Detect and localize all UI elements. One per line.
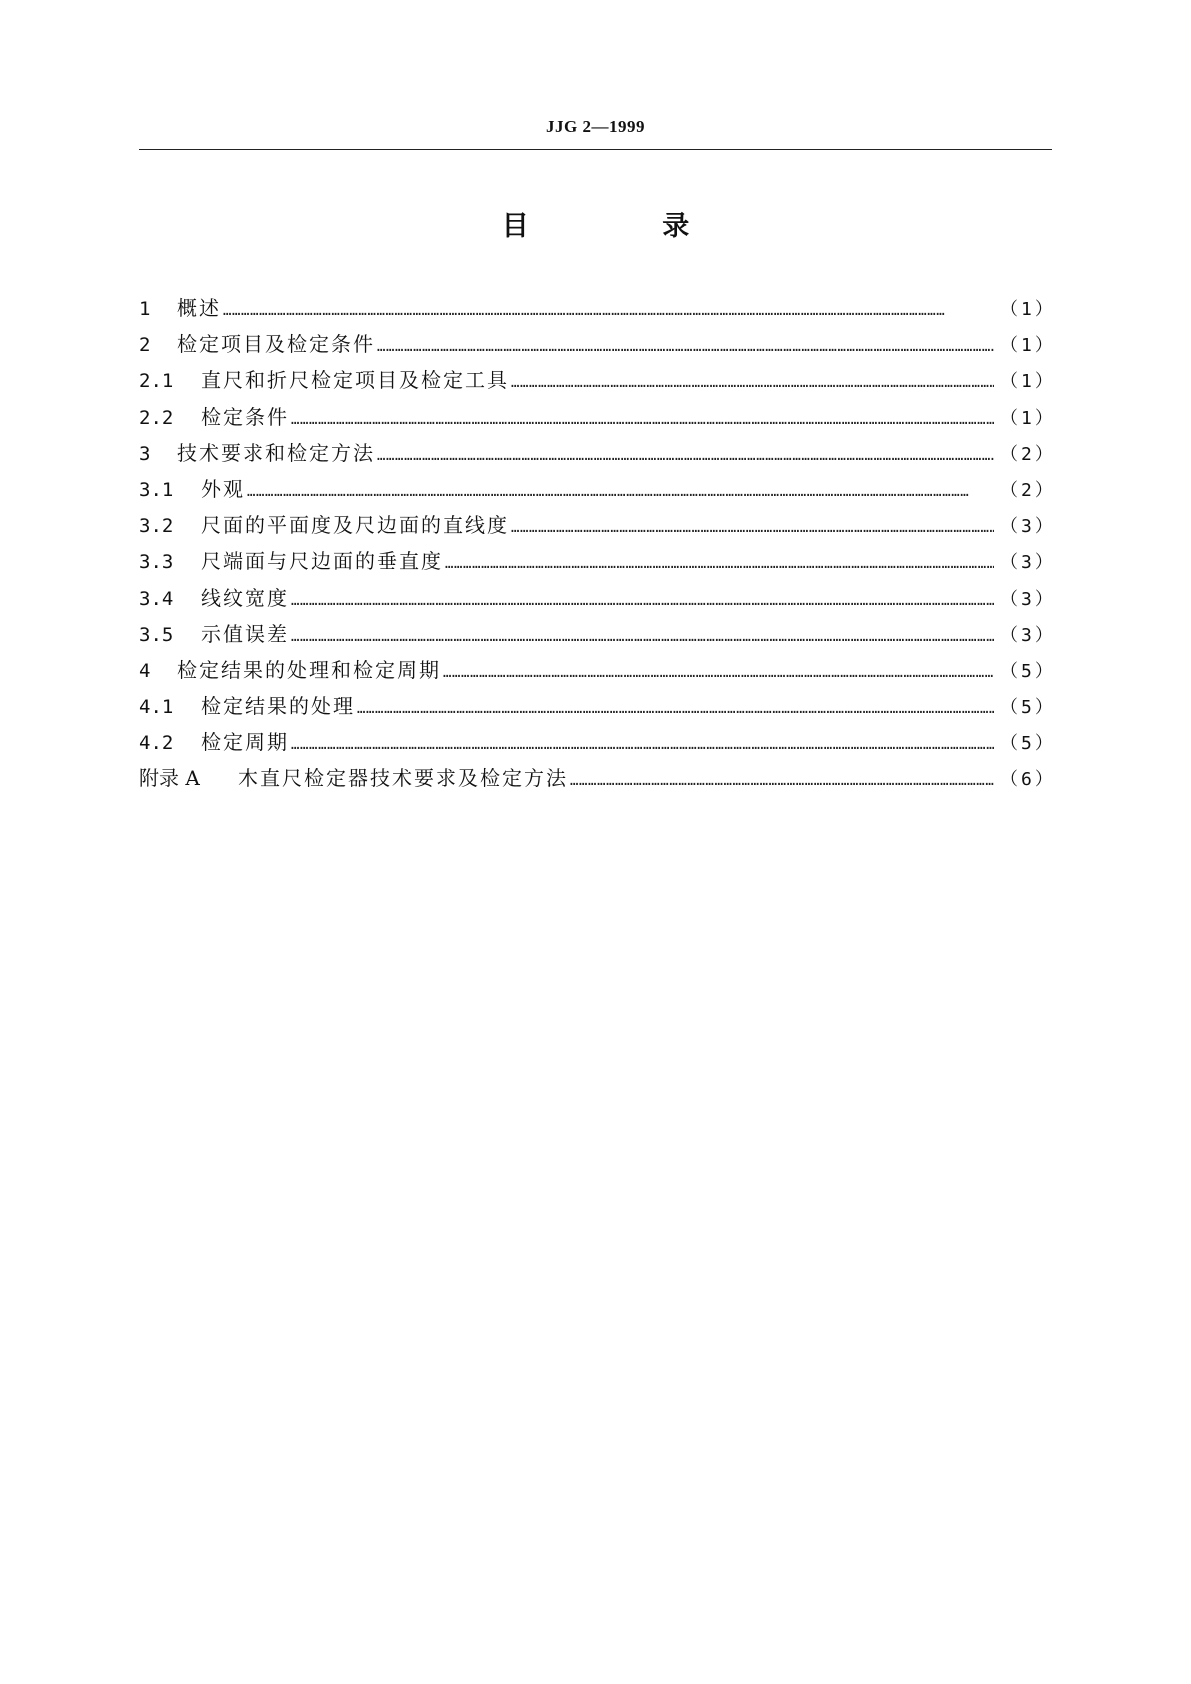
toc-entry-page: （3） [1000, 516, 1056, 538]
dot-leader [291, 583, 994, 619]
toc-entry-appendix[interactable] [139, 760, 1056, 796]
header-rule [139, 149, 1052, 150]
toc-entry-number: 4 [139, 659, 151, 682]
toc-entry[interactable] [139, 543, 1056, 579]
toc-entry-number: 附录 A [139, 766, 200, 791]
toc-entry[interactable] [139, 399, 1056, 435]
toc-entry[interactable] [139, 362, 1056, 398]
dot-leader [511, 510, 994, 546]
toc-entry-label: 检定条件 [201, 404, 289, 429]
toc-entry-label: 示值误差 [201, 621, 289, 646]
toc-entry-label: 检定项目及检定条件 [177, 332, 375, 357]
toc-title: 目 录 [501, 211, 752, 242]
toc-entry-label: 直尺和折尺检定项目及检定工具 [201, 368, 509, 393]
toc-entry-number: 4.2 [139, 732, 174, 755]
toc-entry-label: 线纹宽度 [201, 585, 289, 610]
toc-entry-number: 1 [139, 298, 151, 320]
dot-leader [570, 763, 994, 799]
table-of-contents [139, 290, 1056, 797]
toc-entry-page: （3） [1000, 624, 1056, 646]
dot-leader [511, 365, 994, 401]
toc-entry[interactable] [139, 724, 1056, 760]
toc-entry[interactable] [139, 580, 1056, 616]
dot-leader [357, 691, 994, 727]
toc-entry-number: 3.5 [139, 623, 174, 646]
toc-entry-page: （3） [1000, 588, 1056, 610]
toc-entry-label: 检定周期 [201, 730, 289, 755]
toc-entry-number: 2.2 [139, 406, 174, 429]
toc-entry-page: （1） [1000, 335, 1056, 357]
toc-entry-page: （1） [1000, 299, 1056, 320]
dot-leader [291, 727, 994, 763]
toc-entry[interactable] [139, 326, 1056, 362]
toc-entry-label: 尺面的平面度及尺边面的直线度 [201, 513, 509, 538]
dot-leader [445, 546, 994, 582]
toc-entry[interactable] [139, 652, 1056, 688]
toc-entry-number: 2.1 [139, 370, 174, 393]
toc-entry-page: （2） [1000, 443, 1056, 465]
dot-leader [377, 329, 994, 365]
toc-entry-label: 检定结果的处理 [201, 694, 355, 719]
toc-entry-page: （2） [1000, 479, 1056, 501]
dot-leader [247, 474, 994, 510]
toc-entry-page: （6） [1000, 769, 1056, 791]
toc-entry-number: 3.3 [139, 551, 174, 574]
toc-entry[interactable] [139, 435, 1056, 471]
toc-entry[interactable] [139, 688, 1056, 724]
toc-entry[interactable] [139, 471, 1056, 507]
toc-entry-page: （3） [1000, 552, 1056, 574]
toc-entry-number: 2 [139, 334, 151, 357]
toc-entry-number: 3.4 [139, 587, 174, 610]
toc-entry[interactable] [139, 616, 1056, 652]
toc-entry-label: 外观 [201, 476, 245, 501]
toc-entry-page: （1） [1000, 407, 1056, 429]
dot-leader [291, 402, 994, 438]
toc-entry-number: 3.2 [139, 515, 174, 538]
dot-leader [443, 655, 994, 691]
toc-entry-label: 概述 [177, 296, 221, 320]
toc-entry[interactable] [139, 507, 1056, 543]
toc-entry-page: （5） [1000, 697, 1056, 719]
toc-entry-label: 木直尺检定器技术要求及检定方法 [238, 766, 568, 791]
toc-entry-number: 3.1 [139, 478, 174, 501]
toc-entry-label: 技术要求和检定方法 [177, 440, 375, 465]
toc-entry-number: 4.1 [139, 696, 174, 719]
dot-leader [377, 438, 994, 474]
toc-entry-number: 3 [139, 442, 151, 465]
document-code-header: JJG 2—1999 [546, 117, 645, 136]
dot-leader [291, 619, 994, 655]
dot-leader [223, 293, 994, 329]
toc-entry[interactable] [139, 290, 1056, 326]
toc-entry-label: 检定结果的处理和检定周期 [177, 657, 441, 682]
toc-entry-page: （5） [1000, 660, 1056, 682]
toc-entry-page: （1） [1000, 371, 1056, 393]
toc-entry-page: （5） [1000, 733, 1056, 755]
toc-entry-label: 尺端面与尺边面的垂直度 [201, 549, 443, 574]
